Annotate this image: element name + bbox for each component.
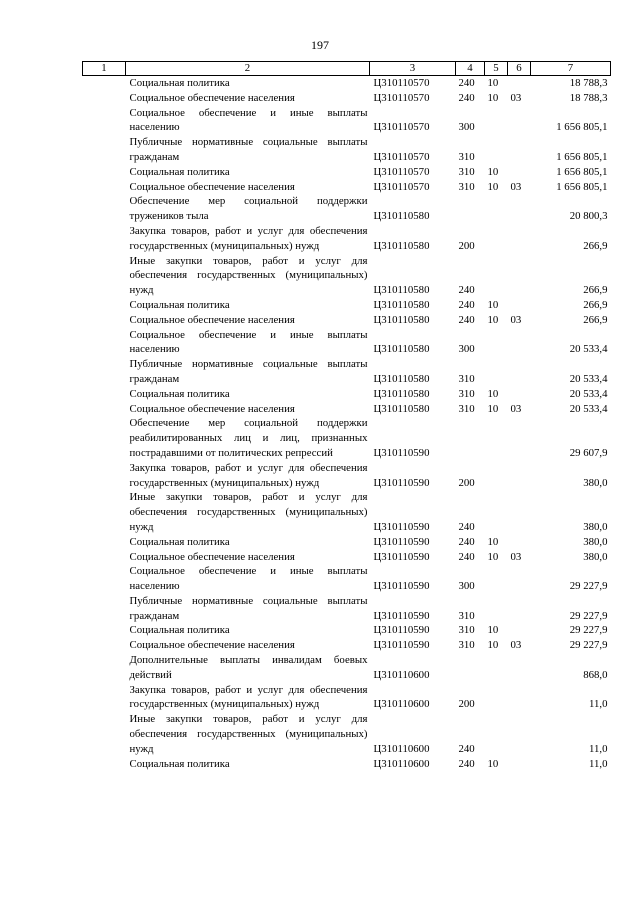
row-section	[485, 416, 508, 460]
row-target-code: Ц310110580	[373, 284, 430, 297]
row-name: Иные закупки товаров, работ и услуг для обеспечения государственных (муниципальных) нужд	[129, 491, 368, 533]
row-target-code: Ц310110600	[373, 668, 430, 681]
table-row	[83, 594, 611, 624]
column-header: 6	[508, 62, 531, 76]
table-body	[83, 76, 611, 772]
row-number-cell	[83, 91, 126, 106]
row-amount: 29 227,9	[569, 609, 608, 622]
table-row	[83, 254, 611, 298]
row-section: 10	[487, 180, 499, 193]
row-subsection	[508, 254, 531, 298]
row-number-cell	[83, 328, 126, 358]
table-row	[83, 638, 611, 653]
row-section: 10	[487, 550, 499, 563]
table-row	[83, 106, 611, 136]
row-number-cell	[83, 298, 126, 313]
row-target-code: Ц310110580	[373, 210, 430, 223]
row-name: Иные закупки товаров, работ и услуг для обеспечения государственных (муниципальных) нужд	[129, 713, 368, 755]
row-number-cell	[83, 638, 126, 653]
row-expense-type: 240	[458, 313, 475, 326]
row-subsection: 03	[510, 402, 522, 415]
row-expense-type: 310	[458, 639, 475, 652]
table-row	[83, 224, 611, 254]
row-amount: 868,0	[583, 668, 608, 681]
table-row	[83, 357, 611, 387]
row-subsection	[508, 135, 531, 165]
row-number-cell	[83, 757, 126, 772]
page-number: 197	[311, 38, 329, 52]
row-subsection	[508, 194, 531, 224]
row-amount: 380,0	[583, 476, 608, 489]
row-number-cell	[83, 313, 126, 328]
row-amount: 1 656 805,1	[556, 165, 608, 178]
row-expense-type: 240	[458, 77, 475, 89]
row-name: Социальное обеспечение населения	[129, 313, 295, 326]
row-subsection	[508, 76, 531, 91]
table-row	[83, 757, 611, 772]
row-subsection: 03	[510, 313, 522, 326]
row-name: Обеспечение мер социальной поддержки тружеников тыла	[129, 195, 368, 223]
row-name: Социальное обеспечение населения	[129, 91, 295, 104]
row-number-cell	[83, 254, 126, 298]
row-target-code: Ц310110570	[373, 150, 430, 163]
column-header: 3	[370, 62, 456, 76]
row-number-cell	[83, 224, 126, 254]
table-row	[83, 623, 611, 638]
row-section: 10	[487, 624, 499, 637]
row-section	[485, 683, 508, 713]
row-section	[485, 224, 508, 254]
row-number-cell	[83, 387, 126, 402]
table-row	[83, 165, 611, 180]
row-target-code: Ц310110590	[373, 580, 430, 593]
row-name: Социальное обеспечение и иные выплаты населению	[129, 328, 368, 356]
row-amount: 1 656 805,1	[556, 150, 608, 163]
row-subsection	[508, 683, 531, 713]
row-name: Публичные нормативные социальные выплаты гражданам	[129, 594, 368, 622]
row-expense-type: 300	[458, 343, 475, 356]
row-amount: 380,0	[583, 550, 608, 563]
row-subsection	[508, 387, 531, 402]
row-number-cell	[83, 106, 126, 136]
row-section: 10	[487, 402, 499, 415]
row-number-cell	[83, 490, 126, 534]
row-expense-type: 310	[458, 402, 475, 415]
row-amount: 266,9	[583, 313, 608, 326]
table-row	[83, 76, 611, 91]
row-amount: 266,9	[583, 284, 608, 297]
column-header: 1	[83, 62, 126, 76]
row-section: 10	[487, 639, 499, 652]
row-amount: 266,9	[583, 239, 608, 252]
row-name: Социальное обеспечение населения	[129, 402, 295, 415]
table-row	[83, 194, 611, 224]
row-amount: 20 533,4	[569, 402, 608, 415]
row-expense-type: 310	[458, 609, 475, 622]
row-name: Социальная политика	[129, 757, 230, 770]
row-expense-type: 240	[458, 742, 475, 755]
row-subsection	[508, 653, 531, 683]
row-expense-type	[456, 653, 485, 683]
row-expense-type: 300	[458, 580, 475, 593]
row-target-code: Ц310110590	[373, 550, 430, 563]
row-target-code: Ц310110580	[373, 387, 430, 400]
row-amount: 1 656 805,1	[556, 180, 608, 193]
row-subsection	[508, 298, 531, 313]
row-number-cell	[83, 712, 126, 756]
row-expense-type: 240	[458, 520, 475, 533]
row-name: Дополнительные выплаты инвалидам боевых действий	[129, 654, 368, 681]
row-name: Социальная политика	[129, 298, 230, 311]
row-section	[485, 653, 508, 683]
row-expense-type: 310	[458, 624, 475, 637]
row-number-cell	[83, 683, 126, 713]
row-subsection	[508, 106, 531, 136]
row-expense-type: 310	[458, 387, 475, 400]
row-target-code: Ц310110590	[373, 624, 430, 637]
row-subsection	[508, 712, 531, 756]
table-row	[83, 535, 611, 550]
row-expense-type: 310	[458, 372, 475, 385]
row-subsection	[508, 535, 531, 550]
row-section: 10	[487, 757, 499, 770]
row-section	[485, 106, 508, 136]
budget-table	[82, 61, 611, 771]
row-name: Социальное обеспечение населения	[129, 639, 295, 652]
row-target-code: Ц310110570	[373, 77, 430, 89]
row-section	[485, 461, 508, 491]
row-number-cell	[83, 623, 126, 638]
row-target-code: Ц310110570	[373, 121, 430, 134]
row-expense-type	[456, 416, 485, 460]
row-subsection	[508, 461, 531, 491]
table-row	[83, 313, 611, 328]
row-name: Социальное обеспечение населения	[129, 550, 295, 563]
row-section: 10	[487, 165, 499, 178]
column-header: 5	[485, 62, 508, 76]
row-target-code: Ц310110600	[373, 757, 430, 770]
row-section	[485, 594, 508, 624]
row-amount: 11,0	[589, 757, 608, 770]
table-row	[83, 550, 611, 565]
row-number-cell	[83, 357, 126, 387]
row-name: Социальное обеспечение населения	[129, 180, 295, 193]
row-expense-type: 200	[458, 698, 475, 711]
row-expense-type: 200	[458, 476, 475, 489]
table-row	[83, 683, 611, 713]
row-section: 10	[487, 77, 499, 89]
row-subsection: 03	[510, 639, 522, 652]
row-section	[485, 254, 508, 298]
row-section	[485, 357, 508, 387]
table-row	[83, 416, 611, 460]
row-target-code: Ц310110580	[373, 343, 430, 356]
row-section	[485, 490, 508, 534]
row-expense-type: 310	[458, 150, 475, 163]
row-target-code: Ц310110600	[373, 698, 430, 711]
row-target-code: Ц310110580	[373, 298, 430, 311]
row-expense-type: 240	[458, 550, 475, 563]
row-subsection	[508, 564, 531, 594]
row-name: Социальная политика	[129, 387, 230, 400]
row-target-code: Ц310110590	[373, 639, 430, 652]
row-subsection: 03	[510, 91, 522, 104]
row-name: Иные закупки товаров, работ и услуг для обеспечения государственных (муниципальных) нужд	[129, 254, 368, 297]
row-name: Публичные нормативные социальные выплаты гражданам	[129, 358, 368, 385]
row-section	[485, 135, 508, 165]
row-expense-type: 240	[458, 298, 475, 311]
row-target-code: Ц310110590	[373, 476, 430, 489]
row-section	[485, 564, 508, 594]
table-row	[83, 298, 611, 313]
row-amount: 20 800,3	[569, 210, 608, 223]
row-subsection: 03	[510, 550, 522, 563]
row-target-code: Ц310110590	[373, 446, 430, 459]
row-subsection	[508, 224, 531, 254]
row-number-cell	[83, 594, 126, 624]
row-name: Публичные нормативные социальные выплаты гражданам	[129, 136, 368, 163]
row-section	[485, 712, 508, 756]
row-subsection: 03	[510, 180, 522, 193]
row-amount: 18 788,3	[569, 91, 608, 104]
row-number-cell	[83, 535, 126, 550]
row-target-code: Ц310110590	[373, 609, 430, 622]
row-subsection	[508, 416, 531, 460]
row-subsection	[508, 328, 531, 358]
row-section: 10	[487, 535, 499, 548]
table-header-row	[83, 62, 611, 76]
row-target-code: Ц310110570	[373, 165, 430, 178]
row-subsection	[508, 757, 531, 772]
table-row	[83, 328, 611, 358]
row-expense-type	[456, 194, 485, 224]
row-expense-type: 310	[458, 180, 475, 193]
row-subsection	[508, 357, 531, 387]
row-number-cell	[83, 180, 126, 195]
row-amount: 29 607,9	[569, 446, 608, 459]
row-name: Закупка товаров, работ и услуг для обеспечения государственных (муниципальных) нужд	[129, 683, 368, 711]
row-target-code: Ц310110580	[373, 402, 430, 415]
row-name: Закупка товаров, работ и услуг для обеспечения государственных (муниципальных) нужд	[129, 224, 368, 252]
row-expense-type: 240	[458, 535, 475, 548]
row-section: 10	[487, 91, 499, 104]
row-expense-type: 240	[458, 284, 475, 297]
row-target-code: Ц310110580	[373, 313, 430, 326]
row-amount: 11,0	[589, 698, 608, 711]
table-row	[83, 180, 611, 195]
row-amount: 29 227,9	[569, 580, 608, 593]
row-section	[485, 328, 508, 358]
row-expense-type: 240	[458, 91, 475, 104]
row-amount: 1 656 805,1	[556, 121, 608, 134]
row-target-code: Ц310110580	[373, 239, 430, 252]
row-name: Социальное обеспечение и иные выплаты населению	[129, 565, 368, 593]
row-amount: 29 227,9	[569, 624, 608, 637]
row-name: Социальная политика	[129, 624, 230, 637]
row-number-cell	[83, 653, 126, 683]
row-section: 10	[487, 313, 499, 326]
row-target-code: Ц310110570	[373, 91, 430, 104]
table-row	[83, 91, 611, 106]
row-name: Социальная политика	[129, 165, 230, 178]
row-name: Социальное обеспечение и иные выплаты населению	[129, 106, 368, 134]
row-number-cell	[83, 194, 126, 224]
row-amount: 380,0	[583, 535, 608, 548]
column-header: 4	[456, 62, 485, 76]
table-row	[83, 402, 611, 417]
row-name: Закупка товаров, работ и услуг для обеспечения государственных (муниципальных) нужд	[129, 461, 368, 489]
row-number-cell	[83, 402, 126, 417]
row-name: Социальная политика	[129, 535, 230, 548]
row-name: Социальная политика	[129, 77, 230, 89]
row-expense-type: 300	[458, 121, 475, 134]
row-expense-type: 200	[458, 239, 475, 252]
row-subsection	[508, 623, 531, 638]
row-target-code: Ц310110590	[373, 535, 430, 548]
table-row	[83, 564, 611, 594]
row-section: 10	[487, 298, 499, 311]
row-number-cell	[83, 135, 126, 165]
row-section: 10	[487, 387, 499, 400]
column-header: 7	[531, 62, 611, 76]
row-amount: 266,9	[583, 298, 608, 311]
row-subsection	[508, 594, 531, 624]
row-section	[485, 194, 508, 224]
table-row	[83, 135, 611, 165]
row-amount: 18 788,3	[569, 77, 608, 89]
row-target-code: Ц310110570	[373, 180, 430, 193]
row-target-code: Ц310110600	[373, 742, 430, 755]
row-amount: 20 533,4	[569, 387, 608, 400]
table-row	[83, 490, 611, 534]
row-number-cell	[83, 550, 126, 565]
row-number-cell	[83, 461, 126, 491]
row-expense-type: 310	[458, 165, 475, 178]
table-row	[83, 653, 611, 683]
table-row	[83, 461, 611, 491]
row-subsection	[508, 490, 531, 534]
column-header: 2	[126, 62, 370, 76]
row-amount: 20 533,4	[569, 372, 608, 385]
row-subsection	[508, 165, 531, 180]
row-number-cell	[83, 564, 126, 594]
row-name: Обеспечение мер социальной поддержки реабилитированных лиц и лиц, признанных пострадавшими от политических репрессий	[129, 417, 368, 459]
row-amount: 380,0	[583, 520, 608, 533]
row-target-code: Ц310110590	[373, 520, 430, 533]
row-target-code: Ц310110580	[373, 372, 430, 385]
table-row	[83, 712, 611, 756]
row-number-cell	[83, 416, 126, 460]
row-amount: 11,0	[589, 742, 608, 755]
table-row	[83, 387, 611, 402]
row-number-cell	[83, 165, 126, 180]
row-number-cell	[83, 76, 126, 91]
row-amount: 29 227,9	[569, 639, 608, 652]
row-expense-type: 240	[458, 757, 475, 770]
row-amount: 20 533,4	[569, 343, 608, 356]
